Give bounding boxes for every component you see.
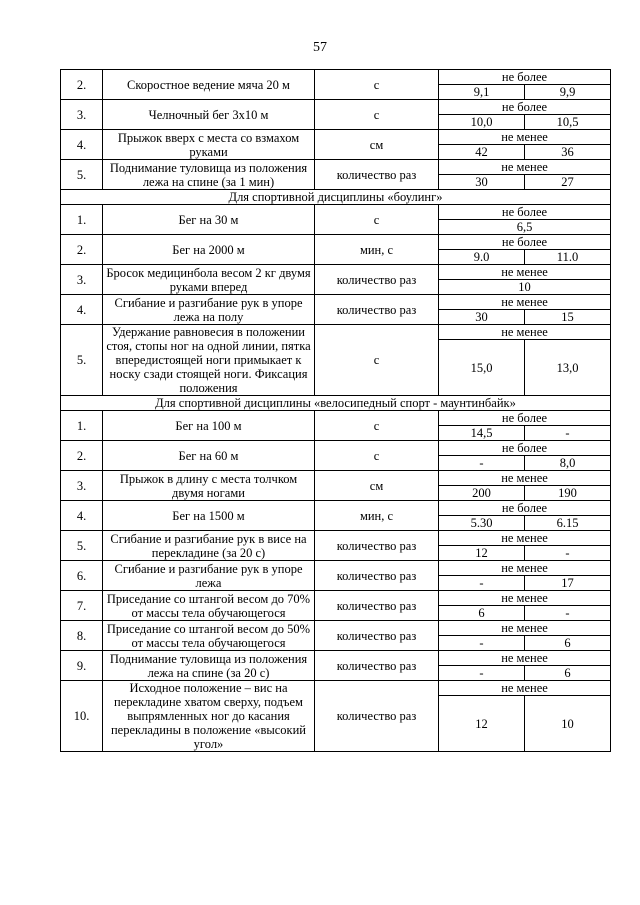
- standard-value: -: [525, 426, 611, 441]
- standard-value: 8,0: [525, 456, 611, 471]
- standard-value: 5.30: [439, 516, 525, 531]
- standard-value: 9.0: [439, 250, 525, 265]
- exercise-name: Скоростное ведение мяча 20 м: [103, 70, 315, 100]
- requirement-label: не менее: [439, 130, 611, 145]
- exercise-name: Приседание со штангой весом до 50% от массы тела обучающегося: [103, 621, 315, 651]
- requirement-label: не менее: [439, 325, 611, 340]
- exercise-name: Сгибание и разгибание рук в висе на перекладине (за 20 с): [103, 531, 315, 561]
- table-row: [61, 531, 611, 546]
- row-number: 2.: [61, 441, 103, 471]
- table-row: [61, 471, 611, 486]
- exercise-name: Прыжок в длину с места толчком двумя ногами: [103, 471, 315, 501]
- unit-of-measure: с: [315, 325, 439, 396]
- standard-value: 6.15: [525, 516, 611, 531]
- standard-value: -: [525, 546, 611, 561]
- row-number: 2.: [61, 235, 103, 265]
- table-row: [61, 265, 611, 280]
- exercise-name: Бег на 30 м: [103, 205, 315, 235]
- exercise-name: Исходное положение – вис на перекладине хватом сверху, подъем выпрямленных ног до касания перекладины в положение «высокий угол»: [103, 681, 315, 752]
- section-title: Для спортивной дисциплины «боулинг»: [61, 190, 611, 205]
- table-row: [61, 325, 611, 340]
- exercise-name: Прыжок вверх с места со взмахом руками: [103, 130, 315, 160]
- unit-of-measure: количество раз: [315, 621, 439, 651]
- requirement-label: не более: [439, 70, 611, 85]
- standard-value: 13,0: [525, 340, 611, 396]
- exercise-name: Приседание со штангой весом до 70% от массы тела обучающегося: [103, 591, 315, 621]
- exercise-name: Поднимание туловища из положения лежа на спине (за 1 мин): [103, 160, 315, 190]
- unit-of-measure: с: [315, 100, 439, 130]
- row-number: 7.: [61, 591, 103, 621]
- standard-value: 190: [525, 486, 611, 501]
- row-number: 4.: [61, 295, 103, 325]
- requirement-label: не менее: [439, 295, 611, 310]
- table-row: [61, 561, 611, 576]
- standard-value: -: [439, 456, 525, 471]
- unit-of-measure: количество раз: [315, 591, 439, 621]
- section-title: Для спортивной дисциплины «велосипедный спорт - маунтинбайк»: [61, 396, 611, 411]
- table-row: [61, 70, 611, 85]
- standard-value: 17: [525, 576, 611, 591]
- requirement-label: не более: [439, 501, 611, 516]
- standard-value: -: [439, 576, 525, 591]
- row-number: 2.: [61, 70, 103, 100]
- requirement-label: не более: [439, 411, 611, 426]
- standard-value: 15: [525, 310, 611, 325]
- standard-value: 12: [439, 546, 525, 561]
- row-number: 3.: [61, 100, 103, 130]
- standard-value: 14,5: [439, 426, 525, 441]
- row-number: 3.: [61, 471, 103, 501]
- standards-table: [60, 69, 611, 752]
- standard-value: 15,0: [439, 340, 525, 396]
- row-number: 6.: [61, 561, 103, 591]
- page-number: 57: [313, 40, 327, 55]
- exercise-name: Бег на 100 м: [103, 411, 315, 441]
- table-row: [61, 130, 611, 145]
- requirement-label: не более: [439, 441, 611, 456]
- standard-value: 30: [439, 310, 525, 325]
- standard-value: 10: [439, 280, 611, 295]
- standard-value: 12: [439, 696, 525, 752]
- unit-of-measure: количество раз: [315, 681, 439, 752]
- exercise-name: Удержание равновесия в положении стоя, стопы ног на одной линии, пятка впередистоящей ноги примыкает к носку сзади стоящей ноги. Фиксация положения: [103, 325, 315, 396]
- requirement-label: не менее: [439, 471, 611, 486]
- unit-of-measure: количество раз: [315, 265, 439, 295]
- standard-value: -: [525, 606, 611, 621]
- unit-of-measure: количество раз: [315, 531, 439, 561]
- standard-value: 6: [525, 666, 611, 681]
- unit-of-measure: см: [315, 130, 439, 160]
- row-number: 4.: [61, 501, 103, 531]
- requirement-label: не более: [439, 100, 611, 115]
- unit-of-measure: мин, с: [315, 235, 439, 265]
- exercise-name: Бросок медицинбола весом 2 кг двумя руками вперед: [103, 265, 315, 295]
- row-number: 9.: [61, 651, 103, 681]
- requirement-label: не менее: [439, 531, 611, 546]
- standard-value: 10,0: [439, 115, 525, 130]
- standard-value: -: [439, 666, 525, 681]
- exercise-name: Бег на 1500 м: [103, 501, 315, 531]
- standard-value: 36: [525, 145, 611, 160]
- standard-value: 6: [525, 636, 611, 651]
- standard-value: 9,1: [439, 85, 525, 100]
- unit-of-measure: количество раз: [315, 295, 439, 325]
- row-number: 4.: [61, 130, 103, 160]
- standard-value: 10,5: [525, 115, 611, 130]
- table-row: [61, 501, 611, 516]
- unit-of-measure: см: [315, 471, 439, 501]
- exercise-name: Сгибание и разгибание рук в упоре лежа на полу: [103, 295, 315, 325]
- table-row: [61, 651, 611, 666]
- standard-value: -: [439, 636, 525, 651]
- unit-of-measure: количество раз: [315, 561, 439, 591]
- table-row: [61, 295, 611, 310]
- exercise-name: Сгибание и разгибание рук в упоре лежа: [103, 561, 315, 591]
- table-row: [61, 205, 611, 220]
- requirement-label: не менее: [439, 651, 611, 666]
- exercise-name: Бег на 2000 м: [103, 235, 315, 265]
- unit-of-measure: с: [315, 441, 439, 471]
- standard-value: 42: [439, 145, 525, 160]
- requirement-label: не более: [439, 205, 611, 220]
- standard-value: 30: [439, 175, 525, 190]
- requirement-label: не менее: [439, 621, 611, 636]
- table-row: [61, 591, 611, 606]
- table-row: [61, 160, 611, 175]
- table-row: [61, 681, 611, 696]
- unit-of-measure: мин, с: [315, 501, 439, 531]
- standard-value: 27: [525, 175, 611, 190]
- row-number: 1.: [61, 411, 103, 441]
- unit-of-measure: с: [315, 70, 439, 100]
- unit-of-measure: с: [315, 411, 439, 441]
- exercise-name: Челночный бег 3х10 м: [103, 100, 315, 130]
- row-number: 3.: [61, 265, 103, 295]
- section-row: [61, 190, 611, 205]
- requirement-label: не менее: [439, 681, 611, 696]
- table-row: [61, 235, 611, 250]
- unit-of-measure: количество раз: [315, 160, 439, 190]
- requirement-label: не менее: [439, 591, 611, 606]
- table-row: [61, 411, 611, 426]
- standard-value: 200: [439, 486, 525, 501]
- exercise-name: Поднимание туловища из положения лежа на спине (за 20 с): [103, 651, 315, 681]
- exercise-name: Бег на 60 м: [103, 441, 315, 471]
- section-row: [61, 396, 611, 411]
- unit-of-measure: количество раз: [315, 651, 439, 681]
- row-number: 8.: [61, 621, 103, 651]
- unit-of-measure: с: [315, 205, 439, 235]
- table-row: [61, 100, 611, 115]
- row-number: 1.: [61, 205, 103, 235]
- requirement-label: не менее: [439, 265, 611, 280]
- table-row: [61, 621, 611, 636]
- requirement-label: не менее: [439, 561, 611, 576]
- requirement-label: не менее: [439, 160, 611, 175]
- row-number: 5.: [61, 160, 103, 190]
- standard-value: 9,9: [525, 85, 611, 100]
- row-number: 5.: [61, 325, 103, 396]
- standard-value: 11.0: [525, 250, 611, 265]
- standard-value: 10: [525, 696, 611, 752]
- standard-value: 6: [439, 606, 525, 621]
- table-row: [61, 441, 611, 456]
- row-number: 5.: [61, 531, 103, 561]
- row-number: 10.: [61, 681, 103, 752]
- standard-value: 6,5: [439, 220, 611, 235]
- requirement-label: не более: [439, 235, 611, 250]
